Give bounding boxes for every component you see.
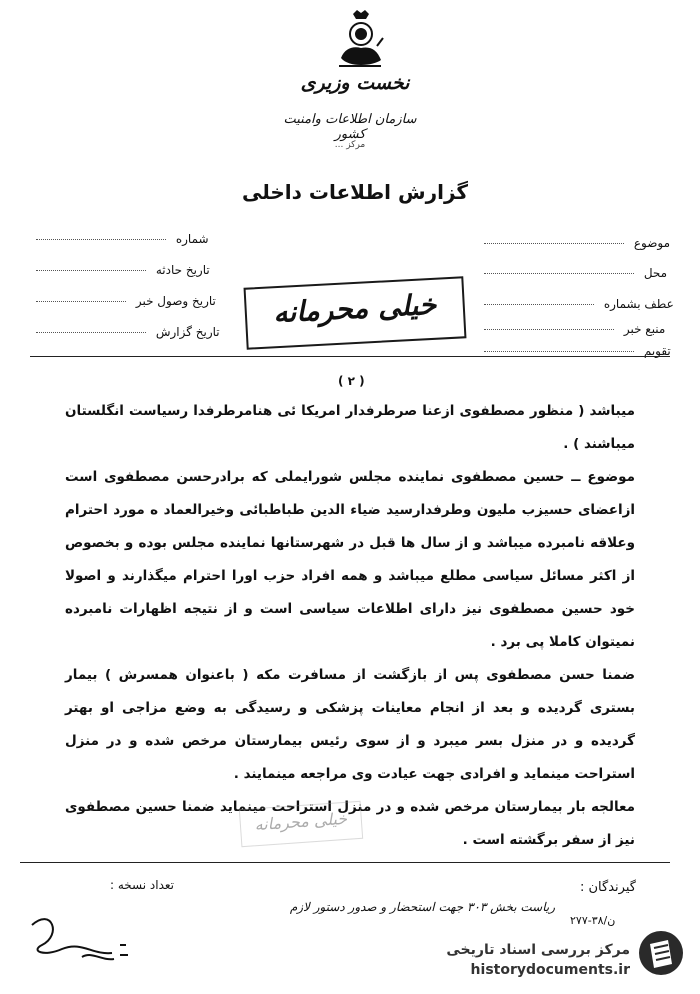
body-paragraph: معالجه بار بیمارستان مرخص شده و در منزل استراحت مینماید ضمنا حسین مصطفوی نیز از سفر برگشته است . [65,799,635,848]
field-source-label: منبع خبر [623,322,666,336]
field-received-date [36,294,216,308]
watermark-name: مرکز بررسی اسناد تاریخی [446,942,630,958]
field-number-label: شماره [175,232,209,246]
field-source [484,322,665,336]
field-incident-date-blank [36,270,146,271]
field-report-date-blank [36,332,146,333]
field-received-date-blank [36,301,126,302]
watermark-url: historydocuments.ir [470,962,630,978]
recipients-label: گیرندگان : [580,880,636,895]
handwritten-note: ریاست بخش ۳۰۳ جهت استحضار و صدور دستور لازم [289,900,555,914]
field-location-label: محل [643,266,668,280]
handwritten-signature [22,905,132,975]
ministry-name: نخست وزیری [300,72,410,94]
lion-and-sun-emblem-icon [333,10,387,72]
report-body [65,395,635,857]
reference-number: ۲۷۷-۳۸/ن [570,914,616,927]
field-reference-blank [484,304,594,305]
field-report-date-label: تاریخ گزارش [155,325,220,339]
history-center-logo-icon [638,930,684,976]
field-subject [484,236,670,250]
copies-label: تعداد نسخه : [110,878,175,892]
field-evaluation-label: تقویم [643,344,671,358]
field-subject-blank [484,243,624,244]
field-reference [484,297,674,311]
field-reference-label: عطف بشماره [603,297,674,311]
field-subject-label: موضوع [633,236,671,250]
field-incident-date [36,263,210,277]
report-title: گزارش اطلاعات داخلی [241,180,469,204]
divider-top [30,356,670,357]
top-secret-stamp [244,276,467,349]
field-report-date [36,325,220,339]
field-incident-date-label: تاریخ حادثه [155,263,210,277]
faded-stamp-text: خیلی محرمانه [253,808,348,835]
field-evaluation-blank [484,351,634,352]
body-paragraph: موضوع ــ حسین مصطفوی نماینده مجلس شورایملی که برادرحسن مصطفوی است ازاعضای حسیزب ملیون وطرفدارسید ضیاء الدین طباطبائی وخیرالعماد ه مورد احترام وعلاقه نامبرده میباشد و از سال ها قبل در شهرستانها نماینده مجلس بوده و بخصوص از اکثر مسائل سیاسی مطلع میباشد و همه افراد حزب اورا احترام میگذارند و اصولا خود حسین مصطفوی نیز دارای اطلاعات سیاسی است و از نتیجه اظهارات نامبرده نمیتوان کاملا پی برد . [65,469,635,650]
field-received-date-label: تاریخ وصول خبر [135,294,216,308]
body-paragraph: میباشد ( منظور مصطفوی ازعنا صرطرفدار امریکا ئی هنامرطرفدا رسیاست انگلستان میباشند ) . [65,403,635,452]
divider-bottom [20,862,670,863]
sub-unit-name: مرکز ... [334,140,366,150]
stamp-text: خیلی محرمانه [272,287,438,330]
page-number: ( ۲ ) [338,374,365,388]
field-location [484,266,667,280]
field-location-blank [484,273,634,274]
organization-name: سازمان اطلاعات وامنیت کشور [283,112,417,142]
field-source-blank [484,329,614,330]
field-number [36,232,209,246]
body-paragraph: ضمنا حسن مصطفوی پس از بازگشت از مسافرت مکه ( باعنوان همسرش ) بیمار بستری گردیده و بعد از انجام معاینات پزشکی و رسیدگی به وضع مزاجی او بهتر گردیده و در منزل بسر میبرد و از سوی رئیس بیمارستان مرخص شده و در منزل استراحت مینماید و افرادی جهت عیادت وی مراجعه مینمایند . [65,667,635,782]
field-number-blank [36,239,166,240]
